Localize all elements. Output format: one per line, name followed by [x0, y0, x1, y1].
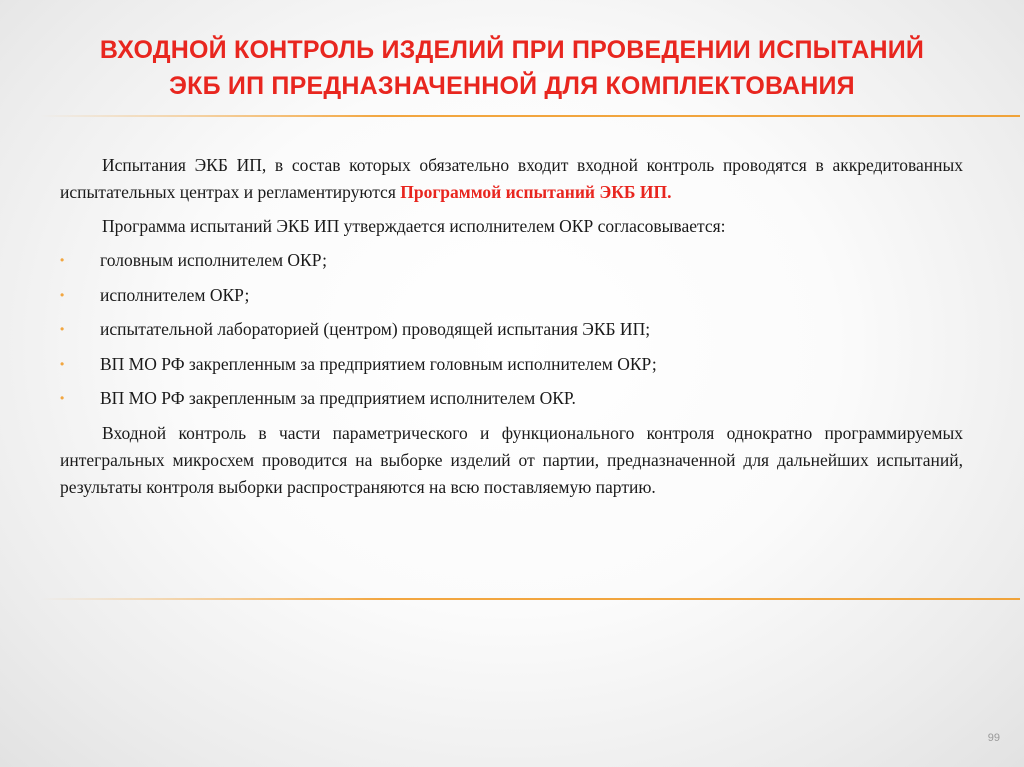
- bottom-divider: [40, 598, 1020, 600]
- paragraph-approval: Программа испытаний ЭКБ ИП утверждается исполнителем ОКР согласовывается:: [102, 216, 726, 236]
- top-divider: [40, 115, 1020, 117]
- list-item-text: исполнителем ОКР;: [100, 284, 250, 305]
- list-item-text: испытательной лабораторией (центром) проводящей испытания ЭКБ ИП;: [100, 319, 651, 339]
- slide-title: [40, 32, 984, 104]
- list-item: [60, 351, 963, 378]
- list-item-text: ВП МО РФ закрепленным за предприятием исполнителем ОКР.: [100, 388, 576, 408]
- slide-title-line-1: ВХОДНОЙ КОНТРОЛЬ ИЗДЕЛИЙ ПРИ ПРОВЕДЕНИИ ИСПЫТАНИЙ: [99, 36, 925, 64]
- bullet-icon: •: [60, 253, 65, 267]
- list-item-text: ВП МО РФ закрепленным за предприятием головным исполнителем ОКР;: [100, 353, 657, 374]
- bullet-icon: •: [60, 322, 65, 336]
- list-item: [60, 316, 963, 343]
- page-number: 99: [987, 732, 1000, 744]
- list-item-text: головным исполнителем ОКР;: [100, 250, 327, 270]
- approval-list: [60, 247, 963, 412]
- bullet-icon: •: [60, 287, 65, 302]
- program-highlight: Программой испытаний ЭКБ ИП.: [400, 182, 672, 202]
- bullet-icon: •: [60, 391, 65, 405]
- paragraph-input-control: Входной контроль в части параметрического и функционального контроля однократно программируемых интегральных микросхем проводится на выборке изделий от партии, предназначенной для дальнейших испытаний, результаты контроля выборки распространяются на всю поставляемую партию.: [60, 422, 963, 497]
- paragraph-intro-text: Испытания ЭКБ ИП, в состав которых обязательно входит входной контроль проводятся в аккредитованных испытательных центрах и регламентируются: [60, 155, 963, 202]
- paragraph-intro: [60, 152, 963, 206]
- list-item: [60, 282, 963, 309]
- slide-title-line-2: ЭКБ ИП ПРЕДНАЗНАЧЕННОЙ ДЛЯ КОМПЛЕКТОВАНИЯ: [169, 72, 855, 100]
- slide-body: [60, 152, 963, 508]
- list-item: [60, 385, 963, 412]
- list-item: [60, 247, 963, 274]
- bullet-icon: •: [60, 356, 65, 371]
